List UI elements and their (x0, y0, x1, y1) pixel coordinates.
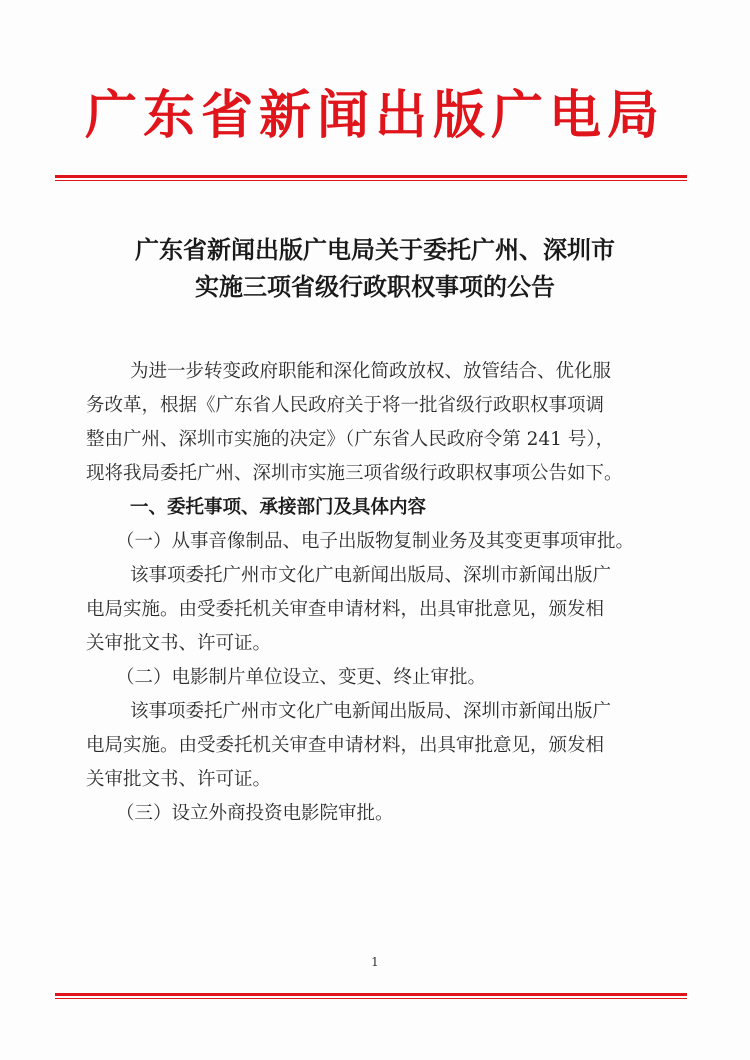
item2-text-line-2: 电局实施。由受委托机关审查申请材料，出具审批意见，颁发相 (86, 735, 605, 756)
page-number: 1 (371, 955, 379, 969)
top-rule-thin-line (55, 180, 687, 181)
item3-heading: （三）设立外商投资电影院审批。 (116, 803, 394, 824)
item1-text-line-3: 关审批文书、许可证。 (86, 633, 272, 654)
item2-heading: （二）电影制片单位设立、变更、终止审批。 (116, 667, 487, 688)
document-body (86, 355, 666, 831)
item2-text-line-3: 关审批文书、许可证。 (86, 769, 272, 790)
intro-line-2: 务改革，根据《广东省人民政府关于将一批省级行政职权事项调 (86, 395, 605, 416)
top-rule-thick-line (55, 175, 687, 178)
title-line-1: 广东省新闻出版广电局关于委托广州、深圳市 (135, 236, 615, 264)
item1-text-line-1: 该事项委托广州市文化广电新闻出版局、深圳市新闻出版广 (130, 565, 612, 586)
item2-text-line-1: 该事项委托广州市文化广电新闻出版局、深圳市新闻出版广 (130, 701, 612, 722)
title-line-2: 实施三项省级行政职权事项的公告 (195, 273, 555, 301)
masthead: 广东省新闻出版广电局 (84, 85, 665, 146)
document-title (60, 232, 690, 306)
intro-line-1: 为进一步转变政府职能和深化简政放权、放管结合、优化服 (130, 361, 612, 382)
item1-text-line-2: 电局实施。由受委托机关审查申请材料，出具审批意见，颁发相 (86, 599, 605, 620)
bottom-rule-thick-line (55, 993, 687, 996)
bottom-rule-thin-line (55, 998, 687, 999)
intro-line-3: 整由广州、深圳市实施的决定》（广东省人民政府令第 241 号）， (86, 429, 615, 450)
section-heading-1: 一、委托事项、承接部门及具体内容 (130, 497, 427, 518)
top-red-rule (55, 175, 687, 182)
bottom-red-rule (55, 993, 687, 1000)
item1-heading: （一）从事音像制品、电子出版物复制业务及其变更事项审批。 (116, 531, 635, 552)
intro-line-4: 现将我局委托广州、深圳市实施三项省级行政职权事项公告如下。 (86, 463, 623, 484)
